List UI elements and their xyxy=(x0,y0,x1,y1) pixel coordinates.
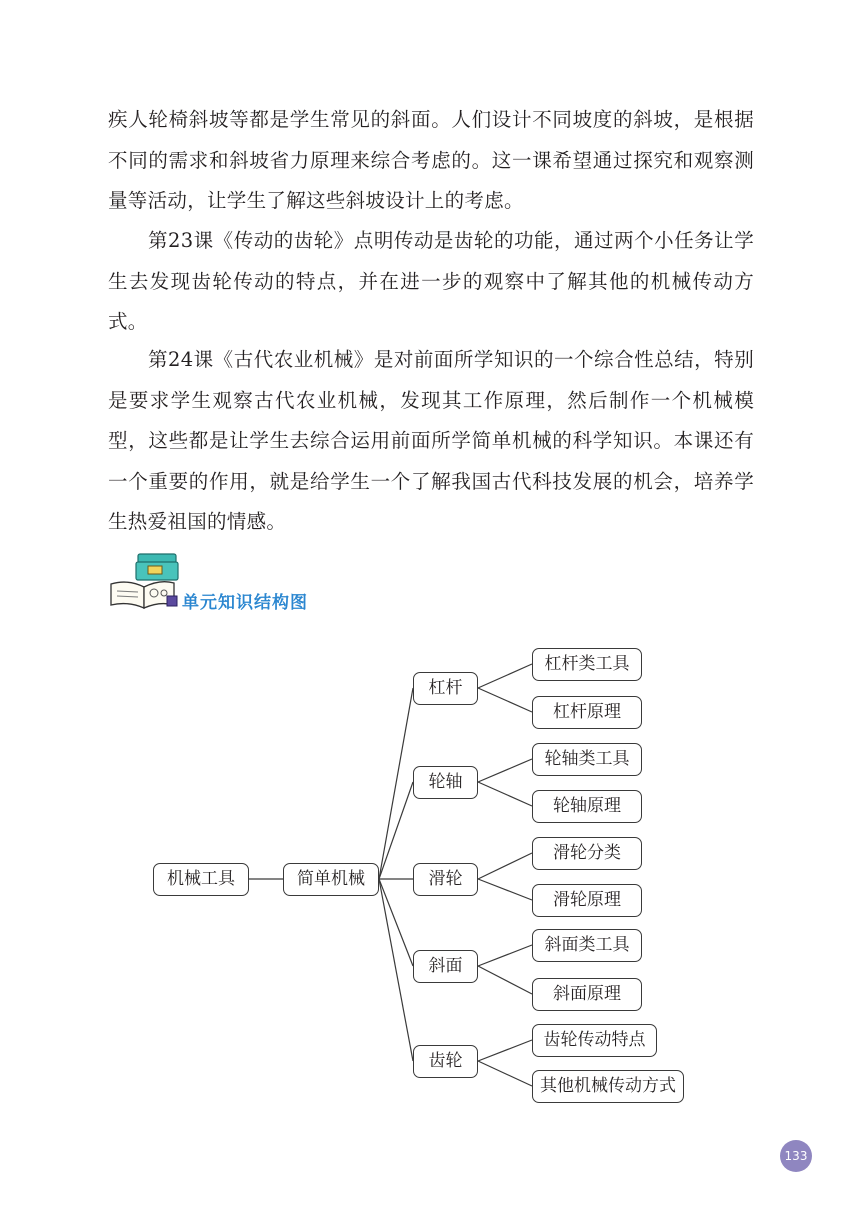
connector-leaf-1-2 xyxy=(478,688,532,712)
connector-branch-5 xyxy=(379,879,413,1061)
connector-leaf-4-1 xyxy=(478,945,532,966)
branch-node-1: 杠杆 xyxy=(413,672,478,705)
branch-node-2: 轮轴 xyxy=(413,766,478,799)
leaf-node-3-1: 滑轮分类 xyxy=(532,837,642,870)
connector-leaf-1-1 xyxy=(478,664,532,688)
section-title: 单元知识结构图 xyxy=(182,593,308,613)
connector-branch-1 xyxy=(379,688,413,879)
connector-leaf-4-2 xyxy=(478,966,532,994)
connector-leaf-2-2 xyxy=(478,782,532,806)
leaf-node-1-2: 杠杆原理 xyxy=(532,696,642,729)
leaf-node-5-1: 齿轮传动特点 xyxy=(532,1024,657,1057)
page-number: 133 xyxy=(780,1140,812,1172)
leaf-node-3-2: 滑轮原理 xyxy=(532,884,642,917)
connector-leaf-2-1 xyxy=(478,759,532,782)
paragraph-2: 第23课《传动的齿轮》点明传动是齿轮的功能，通过两个小任务让学生去发现齿轮传动的特点，并在进一步的观察中了解其他的机械传动方式。 xyxy=(108,229,754,333)
connector-branch-2 xyxy=(379,782,413,879)
connector-leaf-5-1 xyxy=(478,1040,532,1061)
level1-node: 简单机械 xyxy=(283,863,379,896)
leaf-node-2-2: 轮轴原理 xyxy=(532,790,642,823)
connector-leaf-5-2 xyxy=(478,1061,532,1086)
leaf-node-2-1: 轮轴类工具 xyxy=(532,743,642,776)
leaf-node-4-1: 斜面类工具 xyxy=(532,929,642,962)
paragraph-3: 第24课《古代农业机械》是对前面所学知识的一个综合性总结，特别是要求学生观察古代农业机械，发现其工作原理，然后制作一个机械模型，这些都是让学生去综合运用前面所学简单机械的科学知识。本课还有一个重要的作用，就是给学生一个了解我国古代科技发展的机会，培养学生热爱祖国的情感。 xyxy=(108,348,754,533)
paragraph-1: 疾人轮椅斜坡等都是学生常见的斜面。人们设计不同坡度的斜坡，是根据不同的需求和斜坡省力原理来综合考虑的。这一课希望通过探究和观察测量等活动，让学生了解这些斜坡设计上的考虑。 xyxy=(108,108,754,212)
root-node: 机械工具 xyxy=(153,863,249,896)
connector-leaf-3-2 xyxy=(478,879,532,900)
connector-leaf-3-1 xyxy=(478,853,532,879)
branch-node-4: 斜面 xyxy=(413,950,478,983)
leaf-node-4-2: 斜面原理 xyxy=(532,978,642,1011)
branch-node-3: 滑轮 xyxy=(413,863,478,896)
connector-branch-4 xyxy=(379,879,413,966)
branch-node-5: 齿轮 xyxy=(413,1045,478,1078)
leaf-node-1-1: 杠杆类工具 xyxy=(532,648,642,681)
leaf-node-5-2: 其他机械传动方式 xyxy=(532,1070,684,1103)
